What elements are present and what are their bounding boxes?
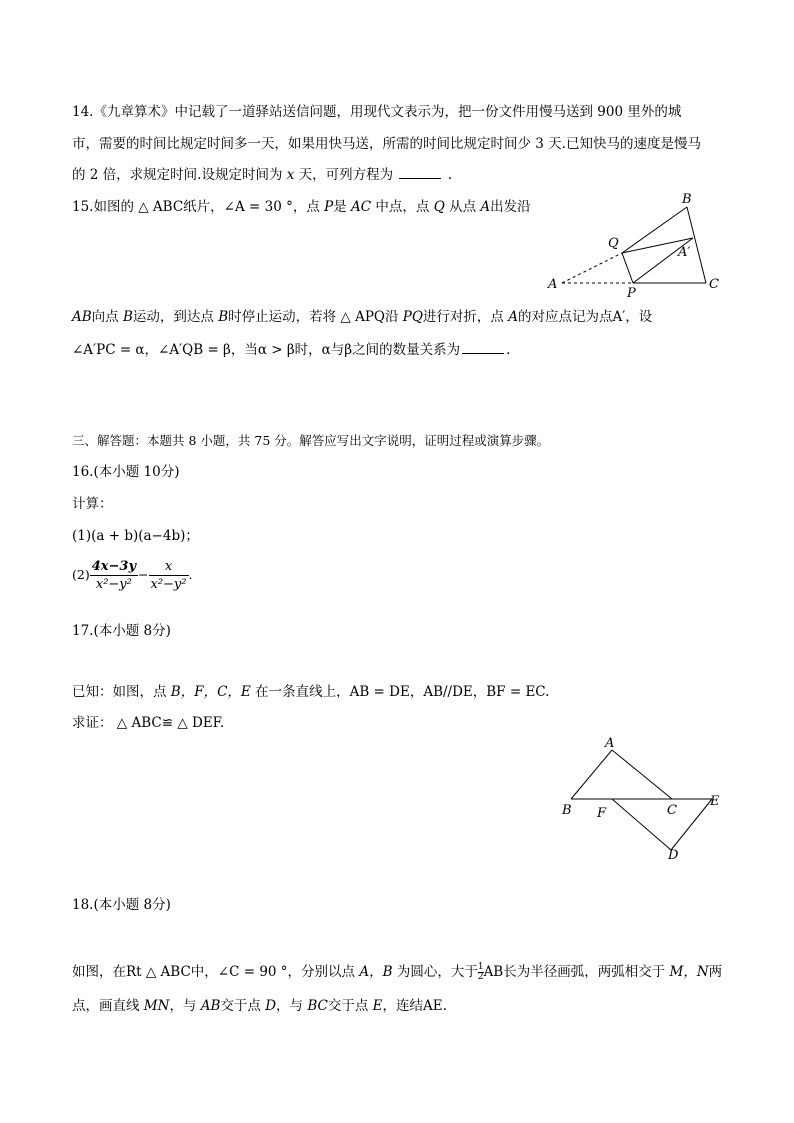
q14-text: 天，可列方程为 xyxy=(298,167,394,183)
label-b: B xyxy=(682,192,692,207)
q15-text: ∠A′PC = α，∠A′QB = β，当α > β时，α与β之间的数量关系为 xyxy=(72,342,461,358)
q15-text: 向点 xyxy=(91,309,123,325)
fraction-numerator: 1 xyxy=(477,962,484,972)
q18-segment: BC xyxy=(307,998,328,1014)
q15-text: 的对应点记为点A′，设 xyxy=(517,309,653,325)
q18-title: 18.(本小题 8分) xyxy=(72,897,171,913)
q15-point: Q xyxy=(433,199,445,215)
q15-point: A xyxy=(508,309,518,325)
segment-de xyxy=(671,799,712,850)
answer-blank xyxy=(462,340,504,354)
q18-line-2 xyxy=(72,996,447,1016)
q16-part-label: (2) xyxy=(72,567,90,582)
q18-point: D xyxy=(265,998,277,1014)
q15-text: 中点，点 xyxy=(371,199,434,215)
q18-text: ，与 xyxy=(169,998,201,1014)
label-q: Q xyxy=(608,236,619,251)
q15-triangle-figure xyxy=(540,190,730,300)
fraction-1 xyxy=(90,558,138,593)
q16-part-1: (1)(a + b)(a−4b)； xyxy=(72,528,199,544)
label-f: F xyxy=(597,806,607,821)
q18-text: ，连结AE. xyxy=(382,998,447,1014)
fraction-denominator: 2 xyxy=(477,972,484,982)
q15-line-3 xyxy=(72,340,510,360)
q18-line-name: MN xyxy=(143,998,170,1014)
q14-text: 的 2 倍，求规定时间.设规定时间为 xyxy=(72,167,283,183)
label-a-prime: A′ xyxy=(678,245,691,260)
q15-text: 是 xyxy=(333,199,352,215)
label-e: E xyxy=(710,794,720,809)
q15-line-2 xyxy=(72,307,652,327)
q18-text: 两 xyxy=(708,964,723,980)
q18-points: A，B xyxy=(359,964,393,980)
q15-segment: PQ xyxy=(402,309,423,325)
fraction-numerator: 4x−3y xyxy=(91,559,137,574)
q15-line-1 xyxy=(72,197,531,217)
q18-text: 交于点 xyxy=(220,998,266,1014)
q14-text: . xyxy=(447,167,453,183)
q15-text: . xyxy=(506,342,511,358)
label-a: A xyxy=(605,736,615,751)
q15-point: B xyxy=(218,309,229,325)
q18-text: AB长为半径画弧，两弧相交于 xyxy=(483,964,670,980)
section-heading: 三、解答题：本题共 8 小题，共 75 分。解答应写出文字说明，证明过程或演算步骤。 xyxy=(72,433,550,448)
q15-text: 运动，到达点 xyxy=(132,309,219,325)
q17-triangles-figure xyxy=(555,735,735,865)
fraction-numerator: x xyxy=(149,558,189,576)
q18-text: 为圆心，大于 xyxy=(392,964,478,980)
q17-prove: 求证： △ ABC≌ △ DEF. xyxy=(72,715,225,731)
q16-part-2 xyxy=(72,556,192,594)
q18-points: M，N xyxy=(669,964,709,980)
q15-segment: AB xyxy=(72,309,92,325)
fraction-denominator: x²−y² xyxy=(150,577,187,592)
label-c: C xyxy=(667,803,677,818)
q15-text: 进行对折，点 xyxy=(422,309,509,325)
q15-text: 15.如图的 △ ABC纸片，∠A = 30 °，点 xyxy=(72,199,325,215)
q15-point: B xyxy=(122,309,133,325)
segment-ac xyxy=(612,750,672,799)
segment-ba xyxy=(571,750,612,799)
q16-title: 16.(本小题 10分) xyxy=(72,464,180,480)
fraction-denominator: x²−y² xyxy=(95,577,132,592)
q14-variable: x xyxy=(286,167,295,183)
q18-text: ，与 xyxy=(276,998,308,1014)
q15-point: P xyxy=(324,199,334,215)
q16-text: . xyxy=(188,567,193,582)
q14-line-3 xyxy=(72,165,452,185)
q14-line-2: 市，需要的时间比规定时间多一天，如果用快马送，所需的时间比规定时间少 3 天.已知快马的速度是慢马 xyxy=(72,136,701,152)
dashed-segment-aq xyxy=(562,253,622,283)
q18-text: 点，画直线 xyxy=(72,998,144,1014)
label-c: C xyxy=(709,277,719,292)
answer-blank xyxy=(399,165,441,179)
q18-point: E xyxy=(372,998,383,1014)
label-a: A xyxy=(548,277,558,292)
q17-given xyxy=(72,682,549,702)
q18-segment: AB xyxy=(200,998,221,1014)
q15-text: 从点 xyxy=(444,199,481,215)
q18-text: 如图，在Rt △ ABC中，∠C = 90 °，分别以点 xyxy=(72,964,360,980)
q15-segment: AC xyxy=(351,199,372,215)
q14-line-1: 14.《九章算术》中记载了一道驿站送信问题，用现代文表示为，把一份文件用慢马送到 900 里外的城 xyxy=(72,104,682,120)
q17-points: B，F，C，E xyxy=(170,684,251,700)
q15-text: 时停止运动，若将 △ APQ沿 xyxy=(228,309,403,325)
q17-text: 在一条直线上，AB = DE，AB//DE，BF = EC. xyxy=(250,684,550,700)
q15-point: A xyxy=(480,199,491,215)
q18-line-1 xyxy=(72,962,722,982)
minus-sign: − xyxy=(138,567,149,582)
label-b: B xyxy=(562,803,572,818)
q15-text: 出发沿 xyxy=(490,199,531,215)
fold-line-pq xyxy=(622,253,633,283)
q16-prompt: 计算： xyxy=(72,496,113,512)
label-p: P xyxy=(627,286,636,300)
fraction-2 xyxy=(149,558,189,593)
label-d: D xyxy=(668,848,679,863)
q17-text: 已知：如图，点 xyxy=(72,684,171,700)
q18-text: 交于点 xyxy=(327,998,373,1014)
segment-fd xyxy=(612,799,671,850)
q17-title: 17.(本小题 8分) xyxy=(72,623,171,639)
